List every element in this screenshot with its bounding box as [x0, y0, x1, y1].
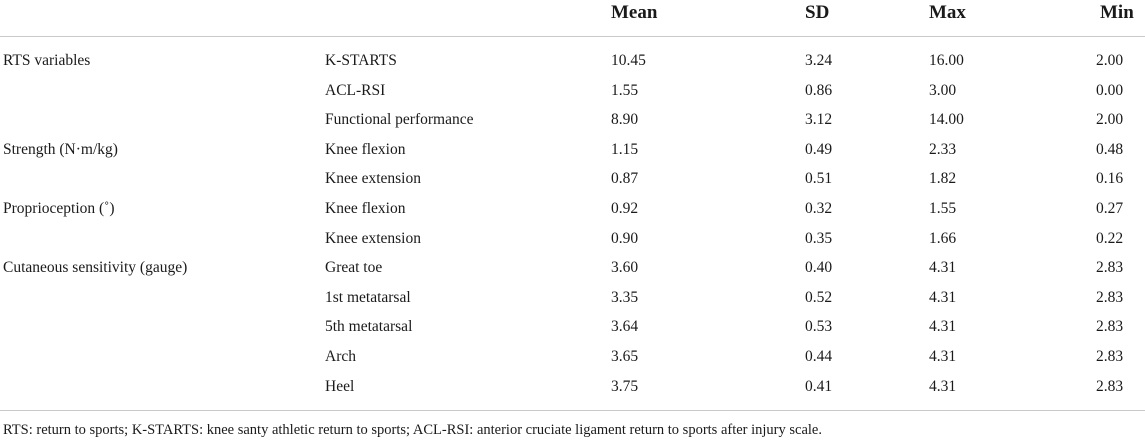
cell-max: 4.31 [929, 348, 957, 365]
cell-sd: 0.51 [805, 170, 833, 188]
cell-group: RTS variables [3, 52, 91, 69]
header-max: Max [929, 2, 966, 23]
cell-variable: Knee flexion [325, 200, 406, 217]
cell-mean: 0.92 [611, 200, 639, 217]
cell-max: 1.66 [929, 229, 957, 247]
bottom-divider [0, 410, 1145, 411]
header-sd: SD [805, 2, 830, 23]
table-row [0, 259, 1145, 289]
cell-min: 2.83 [1096, 318, 1124, 336]
cell-variable: Knee extension [325, 229, 421, 247]
cell-max: 14.00 [929, 111, 964, 129]
cell-min: 2.83 [1096, 288, 1124, 306]
cell-group: Proprioception (˚) [3, 200, 115, 217]
cell-variable: Arch [325, 348, 356, 365]
cell-min: 2.83 [1096, 259, 1124, 277]
cell-max: 2.33 [929, 140, 957, 158]
cell-max: 4.31 [929, 318, 957, 336]
cell-min: 2.00 [1096, 111, 1124, 129]
cell-sd: 0.41 [805, 377, 833, 395]
cell-max: 1.55 [929, 200, 957, 217]
cell-variable: 1st metatarsal [325, 288, 411, 306]
cell-sd: 0.49 [805, 140, 833, 158]
cell-max: 1.82 [929, 170, 957, 188]
table-row [0, 111, 1145, 141]
cell-min: 0.27 [1096, 200, 1124, 217]
table-row [0, 170, 1145, 200]
cell-sd: 3.12 [805, 111, 833, 129]
cell-mean: 10.45 [611, 52, 646, 69]
cell-variable: Functional performance [325, 111, 474, 129]
cell-sd: 0.32 [805, 200, 833, 217]
cell-mean: 0.90 [611, 229, 639, 247]
cell-min: 0.16 [1096, 170, 1124, 188]
cell-sd: 0.53 [805, 318, 833, 336]
cell-sd: 3.24 [805, 52, 833, 69]
cell-min: 2.83 [1096, 377, 1124, 395]
cell-min: 0.00 [1096, 81, 1124, 99]
cell-variable: Knee extension [325, 170, 421, 188]
table-header [0, 0, 1145, 34]
cell-min: 2.00 [1096, 52, 1124, 69]
header-min: Min [1100, 2, 1134, 23]
header-mean: Mean [611, 2, 658, 23]
table-row [0, 141, 1145, 171]
table-row [0, 52, 1145, 82]
cell-mean: 1.55 [611, 81, 639, 99]
cell-group: Strength (N·m/kg) [3, 140, 118, 158]
cell-mean: 3.64 [611, 318, 639, 336]
header-divider [0, 36, 1145, 37]
cell-mean: 0.87 [611, 170, 639, 188]
cell-group: Cutaneous sensitivity (gauge) [3, 259, 188, 277]
cell-variable: Knee flexion [325, 140, 406, 158]
cell-variable: Great toe [325, 259, 383, 277]
table-row [0, 289, 1145, 319]
cell-mean: 3.35 [611, 288, 639, 306]
table-row [0, 200, 1145, 230]
cell-variable: Heel [325, 377, 355, 395]
table-footnote: RTS: return to sports; K-STARTS: knee santy athletic return to sports; ACL-RSI: anterior cruciate ligament return to sports after injury scale. [3, 422, 822, 438]
cell-variable: ACL-RSI [325, 81, 386, 99]
cell-variable: K-STARTS [325, 52, 397, 69]
table-row [0, 82, 1145, 112]
cell-variable: 5th metatarsal [325, 318, 413, 336]
cell-sd: 0.40 [805, 259, 833, 277]
cell-min: 2.83 [1096, 348, 1124, 365]
cell-mean: 3.60 [611, 259, 639, 277]
cell-sd: 0.44 [805, 348, 833, 365]
cell-max: 3.00 [929, 81, 957, 99]
cell-mean: 3.65 [611, 348, 639, 365]
cell-sd: 0.35 [805, 229, 833, 247]
cell-sd: 0.52 [805, 288, 833, 306]
table-row [0, 318, 1145, 348]
cell-max: 4.31 [929, 377, 957, 395]
table-row [0, 378, 1145, 408]
cell-mean: 3.75 [611, 377, 639, 395]
cell-max: 4.31 [929, 288, 957, 306]
table-row [0, 230, 1145, 260]
cell-mean: 8.90 [611, 111, 639, 129]
cell-max: 4.31 [929, 259, 957, 277]
cell-min: 0.48 [1096, 140, 1124, 158]
cell-sd: 0.86 [805, 81, 833, 99]
cell-mean: 1.15 [611, 140, 639, 158]
table-row [0, 348, 1145, 378]
cell-max: 16.00 [929, 52, 964, 69]
cell-min: 0.22 [1096, 229, 1124, 247]
